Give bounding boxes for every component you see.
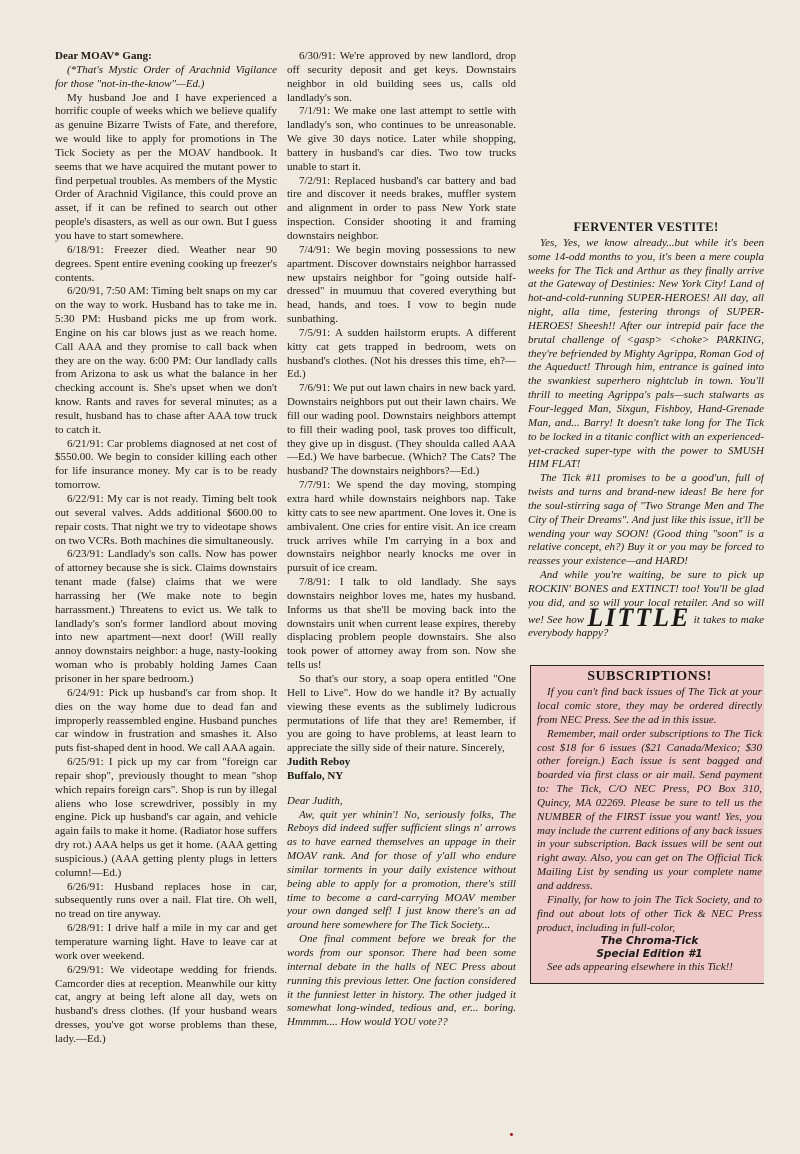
letter-entry: 7/5/91: A sudden hailstorm erupts. A different kitty cat gets trapped in bedroom, wets on husband's clothes. (Not his dresses this time, eh?—Ed.) bbox=[287, 326, 516, 381]
letter-entry: 7/6/91: We put out lawn chairs in new back yard. Downstairs neighbors put out their lawn chairs. We fill our wading pool. Downstairs neighbors attempt to fill their wading pool, task proves too difficult, they give up in disgust. (They shoulda called AAA—Ed.) We have barbecue. (Which? The Cats? The husband? The downstairs neighbors?—Ed.) bbox=[287, 382, 516, 478]
special-edition-line: The Chroma-Tick bbox=[600, 935, 699, 948]
subscriptions-paragraph: Finally, for how to join The Tick Society, and to find out about lots of other Tick & NEC Press product, including in full-color, bbox=[537, 893, 762, 934]
letter-entry: 7/8/91: I talk to old landlady. She says downstairs neighbor loves me, hates my husband. Informs us that she'll be moving back into the downstairs unit when current lease expires, thereby displacing problem people downstairs. She also took power of attorney away from son. Now she tells us! bbox=[287, 576, 516, 672]
promo-text: And while you're waiting, be sure to pick up ROCKIN' BONES and EXTINCT! too! You'll be glad you did, and so will your local retailer. And so will we! See how bbox=[528, 569, 764, 626]
reply-salutation: Dear Judith, bbox=[287, 794, 343, 807]
letter-entry: 6/30/91: We're approved by new landlord, drop off security deposit and get keys. Downstairs neighbor in old building sees us, calls old landlady's son. bbox=[287, 50, 516, 104]
little-word: LITTLE bbox=[587, 602, 691, 632]
editor-note: (*That's Mystic Order of Arachnid Vigilance for those "not-in-the-know"—Ed.) bbox=[55, 63, 277, 90]
letter-entry: 6/26/91: Husband replaces hose in car, subsequently runs over a nail. Flat tire. Oh well, no tread on tire anyway. bbox=[55, 880, 277, 921]
letter-entry: 6/20/91, 7:50 AM: Timing belt snaps on my car on the way to work. Husband has to take me in. 5:30 PM: Husband picks me up from work. Engine on his car blows just as we reach home. Call AAA and they promise to call back when they are on the way. 6:00 PM: Our landlady calls from Arizona to ask us what the balance in her checking account is. She's upset when we don't know. Rants and raves for several minutes; as a result, husband has to chase after AAA tow truck to catch it. bbox=[55, 285, 277, 436]
column-continuation-space bbox=[528, 50, 764, 216]
letter-entry: 6/21/91: Car problems diagnosed at net cost of $550.00. We begin to consider killing each other for life insurance money. My car is to be ready tomorrow. bbox=[55, 437, 277, 492]
promo-heading: FERVENTER VESTITE! bbox=[573, 220, 719, 234]
letter-salutation: Dear MOAV* Gang: bbox=[55, 50, 152, 62]
letter-closing: So that's our story, a soap opera entitled "One Hell to Live". How do we handle it? By actually viewing these events as the sublimely ludicrous permutations of life that they are! Remember, if you are going to have problems, at least learn to appreciate the silly side of their nature. Sincerely, bbox=[287, 672, 516, 755]
signature-place: Buffalo, NY bbox=[287, 769, 344, 782]
letter-entry: 7/2/91: Replaced husband's car battery and bad tire and discover it needs brakes, muffler system and alignment in order to pass New York state inspection. Consider shooting it and framing downstairs neighbor. bbox=[287, 174, 516, 242]
letter-entry: 6/23/91: Landlady's son calls. Now has power of attorney because she is sick. Claims downstairs tenant made (false) claims that we were harrassing her (We make note to begin harrassment.) Threatens to evict us. We talk to landlady's son's former landlord about moving into new apartment—next door! (Will really annoy downstairs neighbor: a huge, nasty-looking woman who is probably holding James Caan prisoner in her spare bedroom.) bbox=[55, 548, 277, 685]
column-right bbox=[528, 50, 764, 1134]
letter-intro: My husband Joe and I have experienced a horrific couple of weeks which we believe qualify as genuine Bizarre Twists of Fate, and therefore, we would like to apply for promotions in The Tick Society as per the MOAV handbook. It seems that we have acquired the mutant power to find perpetual troubles. As members of the Mystic Order of Arachnid Vigilance, this could prove an asset, if it can be refined to search out other people's disasters, as well as our own. But I guess you have to start somewhere. bbox=[55, 91, 277, 242]
subscriptions-paragraph: See ads appearing elsewhere in this Tick!! bbox=[547, 961, 733, 974]
letter-entry: 7/1/91: We make one last attempt to settle with landlady's son, who continues to be unreasonable. We give 30 days notice. Later while shopping, battery in husband's car dies. Two tow trucks unable to start it. bbox=[287, 105, 516, 173]
letter-entry: 7/4/91: We begin moving possessions to new apartment. Discover downstairs neighbor harrassed new upstairs neighbor for "going outside half-dressed" in muumuu that covered everything but head, hands, and toes. I vow to begin nude sunbathing. bbox=[287, 243, 516, 326]
promo-paragraph: The Tick #11 promises to be a good'un, full of twists and turns and brand-new ideas! Be here for the soul-stirring saga of "Two Strange Men and The City of Their Dreams". And just like this issue, it'll be wending your way SOON! (Good thing "soon" is a relative concept, eh?) Buy it or you may be forced to reasses your existence—and HARD! bbox=[528, 472, 764, 568]
letter-entry: 6/24/91: Pick up husband's car from shop. It dies on the way home due to dead fan and improperly reassembled engine. Husband punches car window in frustration and smashes it. Also puts fist-shaped dent in hood. We call AAA again. bbox=[55, 686, 277, 755]
promo-paragraph: Yes, Yes, we know already...but while it's been some 14-odd months to you, it's been a mere coupla weeks for The Tick and Arthur as they finally arrive at the Gateway of Destinies: New York City! Land of hot-and-cold-running SUPER-HEROES! All day, all night, alla time, festering throngs of SUPER-HEROES! Sheesh!! After our intrepid pair face the brutal challenge of <gasp> <choke> PARKING, they're befriended by Mighty Agrippa, Roman God of the Aqueduct! Through him, entrance is gained into the swankiest superhero nightclub in town. You'll thrill to meeting Agrippa's pals—such stalwarts as Four-legged Man, Sixgun, Fishboy, Hand-Grenade Man, and... Barry! It doesn't take long for The Tick to be locked in a titanic conflict with an experienced-yet-cracked super-type with the power to SMUSH HIM FLAT! bbox=[528, 236, 764, 471]
print-mark bbox=[510, 1133, 513, 1136]
signature-name: Judith Reboy bbox=[287, 756, 351, 769]
promo-paragraph-3 bbox=[528, 569, 764, 641]
subscriptions-paragraph: If you can't find back issues of The Tick at your local comic store, they may be ordered directly from NEC Press. See the ad in this issue. bbox=[537, 686, 762, 726]
letter-entry: 6/25/91: I pick up my car from "foreign car repair shop", previously thought to mean "shop which repairs foreign cars". Shop is run by illegal aliens who lose screwdriver, possibly in my engine. Pick up husband's car again, and vehicle again fails to make it home. (Radiator hose suffers dry rot.) AAA helps us get it home. (AAA getting suspicious.) (AAA getting plenty plugs in letters column!—Ed.) bbox=[55, 756, 277, 879]
letter-entry: 6/28/91: I drive half a mile in my car and get temperature warning light. Have to leave car at work over weekend. bbox=[55, 922, 277, 962]
subscriptions-title: SUBSCRIPTIONS! bbox=[587, 669, 712, 685]
column-left bbox=[55, 50, 277, 1134]
subscriptions-box bbox=[530, 665, 764, 984]
letter-entry: 6/29/91: We videotape wedding for friends. Camcorder dies at reception. Meanwhile our kitty cat, angry at being left alone all day, wets on husband's dress clothes. (If your husband wears dresses, you've got worse problems than these, lady.—Ed.) bbox=[55, 963, 277, 1045]
subscriptions-paragraph: Remember, mail order subscriptions to The Tick cost $18 for 6 issues ($21 Canada/Mexico; $30 other foreign.) Each issue is sent bagged and boarded via first class or air mail. Send payment to: The Tick, C/O NEC Press, PO Box 310, Quincy, MA 02269. Please be sure to tell us the NUMBER of the FIRST issue you want! Yes, you may include the current editions of any back issues in your subscription. Back issues will be sent out right away. Also, you can get on The Official Tick Mailing List by sending us your complete name and address. bbox=[537, 727, 762, 892]
reply-body: Aw, quit yer whinin'! No, seriously folks, The Reboys did indeed suffer sufficient slings n' arrows as to have earned themselves an uppage in their MOAV rank. And for those of y'all who endure similar torments in your daily existence without being able to apply for a promotion, there's still time to become a card-carrying MOAV member your own danged self! I just know there's an ad around here somewhere for The Tick Society... bbox=[287, 808, 516, 932]
letter-entry: 7/7/91: We spend the day moving, stomping extra hard while downstairs neighbors nap. Take kitty cats to see new apartment. One loves it. One is ambivalent. One cries for entire visit. An ice cream truck arrives while I'm carrying in a box and downstairs neighbor nearly knocks me over in pursuit of ice cream. bbox=[287, 479, 516, 575]
letter-entry: 6/22/91: My car is not ready. Timing belt took out several valves. Adds additional $600.00 to repair costs. That night we try to videotape shows on two VCRs. Both machines die simultaneously. bbox=[55, 493, 277, 547]
special-edition-line: Special Edition #1 bbox=[596, 948, 703, 961]
promo-text-end: it takes to make everybody happy? bbox=[528, 613, 764, 640]
reply-final-note: One final comment before we break for the words from our sponsor. There had been some internal debate in the halls of NEC Press about running this previous letter. One faction considered it the funniest letter in history. The other judged it somewhat long-winded, tedious and, er... boring. Hmmmm.... How would YOU vote?? bbox=[287, 933, 516, 1029]
column-middle bbox=[287, 50, 516, 1134]
letter-entry: 6/18/91: Freezer died. Weather near 90 degrees. Spent entire evening cooking up freezer's contents. bbox=[55, 243, 277, 284]
spacer bbox=[287, 784, 516, 795]
